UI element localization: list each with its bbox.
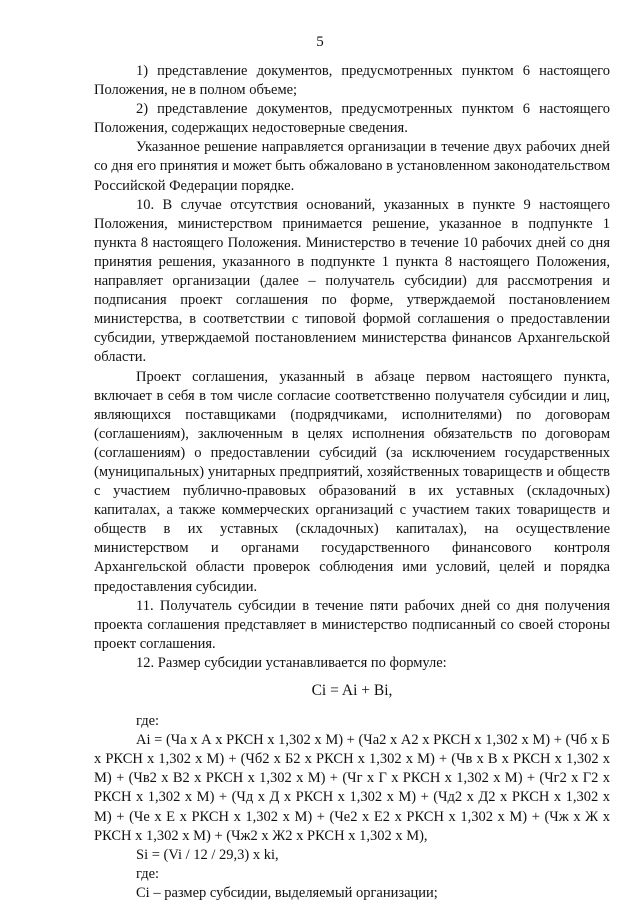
paragraph-12: 12. Размер субсидии устанавливается по формуле:: [136, 654, 447, 671]
where-label-1: где:: [136, 713, 160, 730]
page-number: 5: [316, 34, 324, 50]
paragraph-10: 10. В случае отсутствия оснований, указанных в пункте 9 настоящего Положения, министерством принимается решение, указанное в подпункте 1 пункта 8 настоящего Положения. Министерство в течение 10 рабочих дней со дня принятия решения, указанного в подпункте 1 пункта 8 настоящего Положения, направляет организации (далее – получатель субсидии) для рассмотрения и подписания проект соглашения по форме, утверждаемой постановлением министерства, в соответствии с типовой формой соглашения о предоставлении субсидии, утверждаемой постановлением министерства финансов Архангельской области.: [94, 196, 610, 366]
paragraph-agreement-draft: Проект соглашения, указанный в абзаце первом настоящего пункта, включает в себя в том числе согласие соответственно получателя субсидии и лиц, являющихся поставщиками (подрядчиками, исполнителями) по договорам (соглашениям), заключенным в целях исполнения обязательств по договорам (соглашениям) о предоставлении субсидий (за исключением государственных (муниципальных) унитарных предприятий, хозяйственных товариществ и обществ с участием публично-правовых образований в их уставных (складочных) капиталах, а также коммерческих организаций с участием таких товариществ и обществ в их уставных (складочных) капиталах), на осуществление министерством и органами государственного финансового контроля Архангельской области проверок соблюдения ими условий, целей и порядка предоставления субсидии.: [94, 368, 610, 595]
formula-si: Si = (Vi / 12 / 29,3) х ki,: [136, 846, 279, 863]
document-body: [94, 62, 610, 903]
paragraph-item-2: 2) представление документов, предусмотренных пунктом 6 настоящего Положения, содержащих недостоверные сведения.: [94, 101, 610, 137]
paragraph-decision-notice: Указанное решение направляется организации в течение двух рабочих дней со дня его принятия и может быть обжаловано в установленном законодательством Российской Федерации порядке.: [94, 139, 610, 194]
definition-ci: Ci – размер субсидии, выделяемый организации;: [136, 884, 438, 901]
paragraph-11: 11. Получатель субсидии в течение пяти рабочих дней со дня получения проекта соглашения представляет в министерство подписанный со своей стороны проект соглашения.: [94, 597, 610, 652]
where-label-2: где:: [136, 865, 160, 882]
formula-main: Ci = Ai + Bi,: [311, 682, 393, 699]
formula-ai: Ai = (Ча х А х РКСН х 1,302 х М) + (Ча2 х А2 х РКСН х 1,302 х М) + (Чб х Б х РКСН х 1,302 х М) + (Чб2 х Б2 х РКСН х 1,302 х М) + (Чв х В х РКСН х 1,302 х М) + (Чв2 х В2 х РКСН х 1,302 х М) + (Чг х Г х РКСН х 1,302 х М) + (Чг2 х Г2 х РКСН х 1,302 х М) + (Чд х Д х РКСН х 1,302 х М) + (Чд2 х Д2 х РКСН х 1,302 х М) + (Че х Е х РКСН х 1,302 х М) + (Че2 х Е2 х РКСН х 1,302 х М) + (Чж х Ж х РКСН х 1,302 х М) + (Чж2 х Ж2 х РКСН х 1,302 х М),: [94, 732, 610, 844]
paragraph-item-1: 1) представление документов, предусмотренных пунктом 6 настоящего Положения, не в полном объеме;: [94, 63, 610, 99]
